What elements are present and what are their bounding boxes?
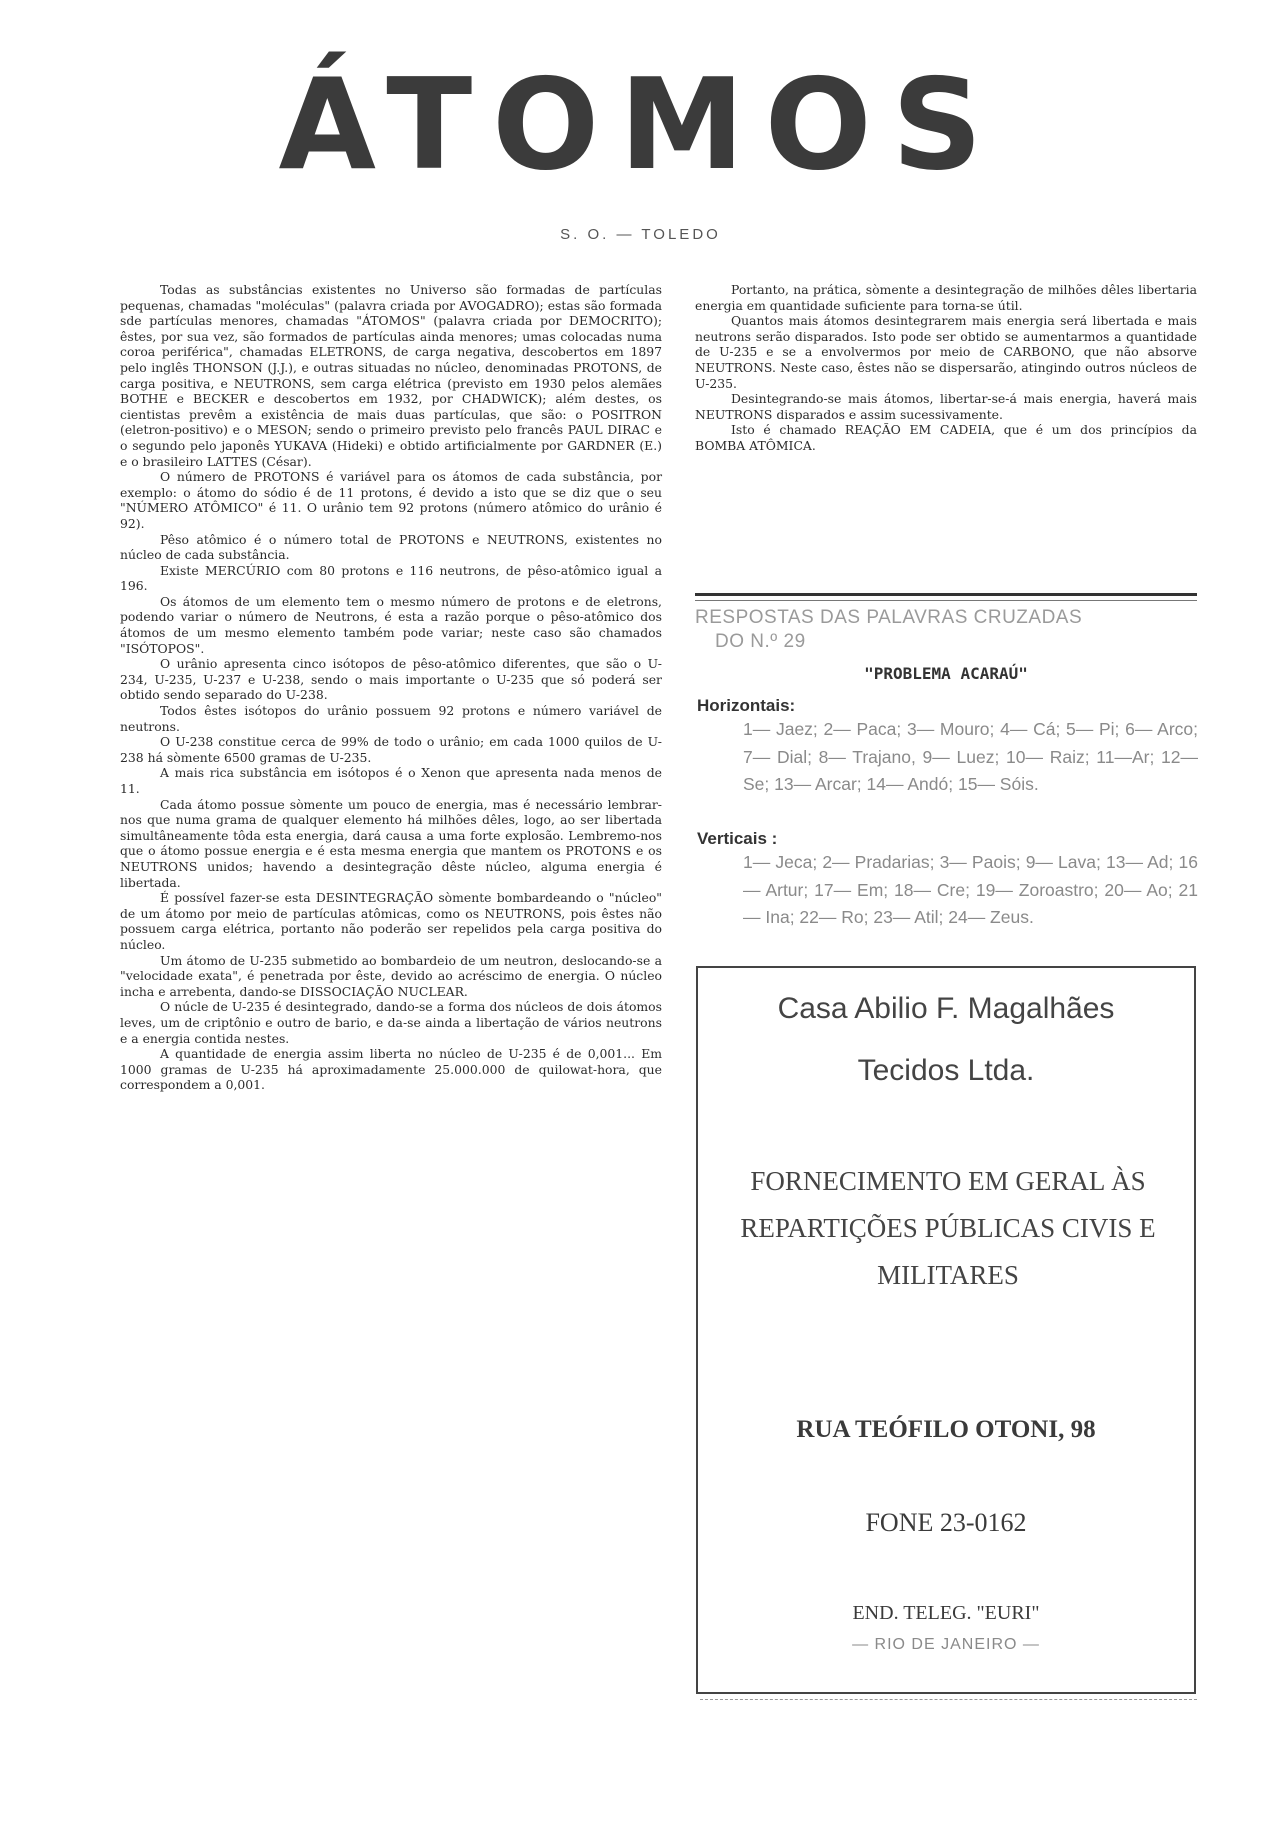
section-divider <box>695 593 1197 601</box>
ad-company-name: Casa Abilio F. Magalhães <box>777 992 1115 1025</box>
paragraph: Todas as substâncias existentes no Universo são formadas de partículas pequenas, chamadas "moléculas" (palavra criada por AVOGADRO); estas são formada sde partículas menores, chamadas "ÁTOMOS" (palavra criada por DEMOCRITO); êstes, por sua vez, são formados de partículas ainda menores; umas colocadas numa coroa periférica", chamadas ELETRONS, de carga negativa, descobertos em 1897 pelo inglês THONSON (J.J.), e outras situadas no núcleo, denominadas PROTONS, de carga positiva, e NEUTRONS, sem carga elétrica (previsto em 1930 pelos alemães BOTHE e BECKER e descobertos em 1932, por CHADWICK); além destes, os cientistas prevêm a existência de mais duas partículas, que são: o POSITRON (eletron-positivo) e o MESON; sendo o primeiro previsto pelo francês PAUL DIRAC e o segundo pelo japonês YUKAVA (Hideki) e obtido artificialmente por GARDNER (E.) e o brasileiro LATTES (César). <box>120 282 662 469</box>
paragraph: Portanto, na prática, sòmente a desintegração de milhões dêles libertaria energia em quantidade suficiente para torna-se útil. <box>695 282 1197 313</box>
paragraph: O U-238 constitue cerca de 99% de todo o urânio; em cada 1000 quilos de U-238 há sòmente 6500 gramas de U-235. <box>120 734 662 765</box>
paragraph: O núcle de U-235 é desintegrado, dando-se a forma dos núcleos de dois átomos leves, um de criptônio e outro de bario, e da-se ainda a libertação de vários neutrons e a energia contida nestes. <box>120 999 662 1046</box>
ad-company-type: Tecidos Ltda. <box>857 1054 1035 1087</box>
vertical-label: Verticais : <box>697 829 778 848</box>
article-right-column <box>695 282 1197 454</box>
ad-telegraph: END. TELEG. "EURI" <box>852 1602 1040 1624</box>
ad-address: RUA TEÓFILO OTONI, 98 <box>796 1416 1096 1443</box>
crossword-problem-name: "PROBLEMA ACARAÚ" <box>864 664 1028 683</box>
advertisement-box <box>696 966 1196 1694</box>
paragraph: Todos êstes isótopos do urânio possuem 92 protons e número variável de neutrons. <box>120 703 662 734</box>
horizontal-answers: 1— Jaez; 2— Paca; 3— Mouro; 4— Cá; 5— Pi; 6— Arco; 7— Dial; 8— Trajano, 9— Luez; 10— Raiz; 11—Ar; 12— Se; 13— Arcar; 14— Andó; 15— Sóis. <box>743 719 1198 794</box>
paragraph: Isto é chamado REAÇÃO EM CADEIA, que é um dos princípios da BOMBA ATÔMICA. <box>695 422 1197 453</box>
paragraph: Cada átomo possue sòmente um pouco de energia, mas é necessário lembrar-nos que numa grama de qualquer elemento há milhões dêles, logo, ao ser libertada simultâneamente tôda esta energia, dará causa a uma forte explosão. Lembremo-nos que o átomo possue energia e é esta mesma energia que mantem os PROTONS e os NEUTRONS unidos; havendo a desintegração dêste núcleo, alguma energia é libertada. <box>120 796 662 890</box>
paragraph: Os átomos de um elemento tem o mesmo número de protons e de eletrons, podendo variar o número de Neutrons, é esta a razão porque o pêso-atômico dos átomos de um mesmo elemento também pode variar; neste caso são chamados "ISÓTOPOS". <box>120 593 662 656</box>
paragraph: Desintegrando-se mais átomos, libertar-se-á mais energia, haverá mais NEUTRONS disparados e assim sucessivamente. <box>695 391 1197 422</box>
ad-company <box>698 990 1194 1090</box>
paragraph: A quantidade de energia assim liberta no núcleo de U-235 é de 0,001... Em 1000 gramas de U-235 há aproximadamente 25.000.000 de quilowat-hora, que correspondem a 0,001. <box>120 1046 662 1093</box>
ad-phone: FONE 23-0162 <box>865 1508 1027 1537</box>
bottom-divider <box>700 1699 1197 1700</box>
paragraph: Um átomo de U-235 submetido ao bombardeio de um neutron, deslocando-se a "velocidade exata", é penetrada por êste, devido ao acréscimo de energia. O núcleo incha e arrebenta, dando-se DISSOCIAÇÃO NUCLEAR. <box>120 952 662 999</box>
vertical-answers: 1— Jeca; 2— Pradarias; 3— Paois; 9— Lava; 13— Ad; 16— Artur; 17— Em; 18— Cre; 19— Zoroastro; 20— Ao; 21— Ina; 22— Ro; 23— Atil; 24— Zeus. <box>743 852 1198 927</box>
paragraph: Pêso atômico é o número total de PROTONS e NEUTRONS, existentes no núcleo de cada substância. <box>120 531 662 563</box>
paragraph: A mais rica substância em isótopos é o Xenon que apresenta nada menos de 11. <box>120 765 662 796</box>
article-author: S. O. — TOLEDO <box>560 226 721 243</box>
article-left-column <box>120 282 662 1093</box>
horizontal-label: Horizontais: <box>697 696 796 715</box>
paragraph: Existe MERCÚRIO com 80 protons e 116 neutrons, de pêso-atômico igual a 196. <box>120 562 662 594</box>
ad-service: FORNECIMENTO EM GERAL ÀS REPARTIÇÕES PÚBLICAS CIVIS E MILITARES <box>740 1166 1156 1290</box>
article-title: ÁTOMOS <box>278 51 1003 198</box>
ad-city: — RIO DE JANEIRO — <box>852 1636 1040 1653</box>
paragraph: É possível fazer-se esta DESINTEGRAÇÃO sòmente bombardeando o "núcleo" de um átomo por meio de partículas atômicas, como os NEUTRONS, pois êstes não possuem carga elétrica, portanto não poderão ser repelidos pela carga positiva do núcleo. <box>120 890 662 952</box>
paragraph: O urânio apresenta cinco isótopos de pêso-atômico diferentes, que são o U-234, U-235, U-237 e U-238, sendo o mais importante o U-235 que só poderá ser obtido sendo separado do U-238. <box>120 656 662 703</box>
crossword-heading-line1: RESPOSTAS DAS PALAVRAS CRUZADAS <box>695 607 1083 628</box>
crossword-heading-line2: DO N.º 29 <box>715 631 806 652</box>
crossword-heading <box>695 606 1197 654</box>
paragraph: Quantos mais átomos desintegrarem mais energia será libertada e mais neutrons serão disparados. Isto pode ser obtido se aumentarmos a quantidade de U-235 e se a envolvermos por meio de CARBONO, que não absorve NEUTRONS. Neste caso, êstes não se dispersarão, atingindo outros núcleos de U-235. <box>695 313 1197 391</box>
paragraph: O número de PROTONS é variável para os átomos de cada substância, por exemplo: o átomo do sódio é de 11 protons, é devido a isto que se diz que o seu "NÚMERO ATÔMICO" é 11. O urânio tem 92 protons (número atômico do urânio é 92). <box>120 469 662 531</box>
